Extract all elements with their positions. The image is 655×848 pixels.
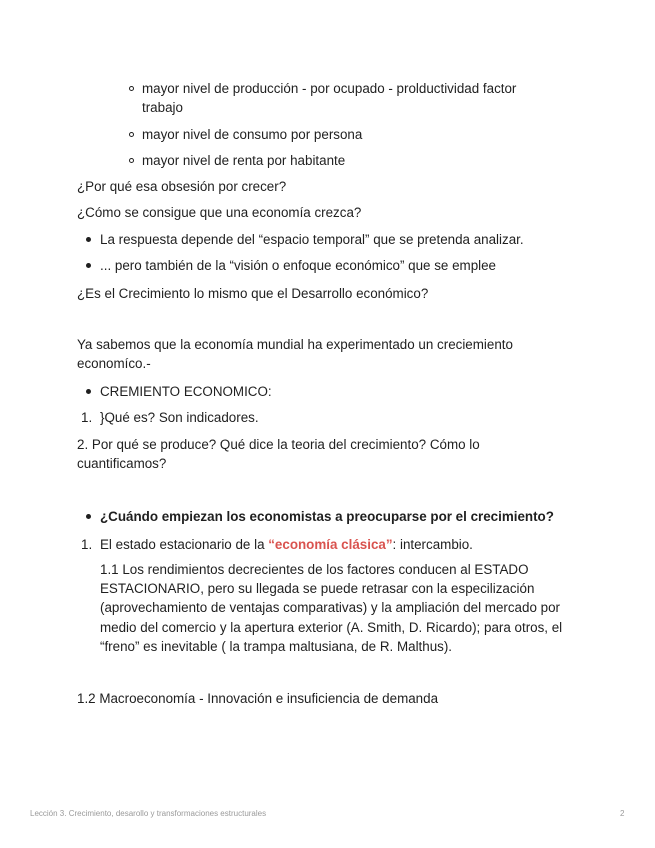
- sub-bullet-consumo: mayor nivel de consumo por persona: [142, 127, 363, 142]
- numbered-item-1-number: 1.: [81, 410, 93, 425]
- sub-bullet-produccion-cont: trabajo: [142, 100, 183, 115]
- bullet-dot-icon: [86, 263, 91, 268]
- paragraph-line-1: Ya sabemos que la economía mundial ha experimentado un creciemiento: [77, 337, 513, 352]
- circle-bullet-icon: [129, 158, 134, 163]
- bullet-dot-icon: [86, 389, 91, 394]
- sub-1-1-line-2: ESTACIONARIO, pero su llegada se puede retrasar con la especilización: [100, 581, 535, 596]
- paragraph-line-2: economíco.-: [77, 356, 151, 371]
- sub-1-1-line-5: “freno” es inevitable ( la trampa maltusiana, de R. Malthus).: [100, 639, 453, 654]
- bullet-dot-icon: [86, 514, 91, 519]
- bullet-espacio-temporal: La respuesta depende del “espacio temporal” que se pretenda analizar.: [100, 232, 524, 247]
- footer-page-number: 2: [620, 809, 625, 818]
- bullet-crecimiento-economico: CREMIENTO ECONOMICO:: [100, 384, 272, 399]
- bold-bullet-question: ¿Cuándo empiezan los economistas a preocuparse por el crecimiento?: [100, 509, 554, 524]
- numbered-item-2-line-1: 2. Por qué se produce? Qué dice la teoria del crecimiento? Cómo lo: [77, 437, 480, 452]
- circle-bullet-icon: [129, 86, 134, 91]
- footer-title: Lección 3. Crecimiento, desarollo y transformaciones estructurales: [30, 809, 267, 818]
- estado-text-before: El estado estacionario de la: [100, 537, 269, 552]
- numbered-item-2-line-2: cuantificamos?: [77, 456, 167, 471]
- question-como-crecer: ¿Cómo se consigue que una economía crezca?: [77, 205, 362, 220]
- estado-item-number: 1.: [81, 537, 93, 552]
- sub-section-1-2: 1.2 Macroeconomía - Innovación e insuficiencia de demanda: [77, 691, 439, 706]
- sub-1-1-line-3: (aprovechamiento de ventajas comparativas) y la ampliación del mercado por: [100, 600, 560, 615]
- numbered-item-1-text: }Qué es? Son indicadores.: [100, 410, 259, 425]
- question-crecimiento-desarrollo: ¿Es el Crecimiento lo mismo que el Desarrollo económico?: [77, 286, 429, 301]
- bullet-dot-icon: [86, 237, 91, 242]
- question-obsesion: ¿Por qué esa obsesión por crecer?: [77, 179, 287, 194]
- estado-item-text: [100, 535, 473, 554]
- sub-1-1-line-1: 1.1 Los rendimientos decrecientes de los factores conducen al ESTADO: [100, 562, 529, 577]
- bullet-vision-enfoque: ... pero también de la “visión o enfoque económico” que se emplee: [100, 258, 497, 273]
- sub-bullet-produccion: mayor nivel de producción - por ocupado - prolductividad factor: [142, 81, 517, 96]
- circle-bullet-icon: [129, 132, 134, 137]
- economia-clasica-highlight: “economía clásica”: [268, 537, 393, 552]
- sub-1-1-line-4: medio del comercio y la apertura exterior (A. Smith, D. Ricardo); para otros, el: [100, 620, 563, 635]
- sub-bullet-renta: mayor nivel de renta por habitante: [142, 153, 346, 168]
- estado-text-after: : intercambio.: [392, 537, 473, 552]
